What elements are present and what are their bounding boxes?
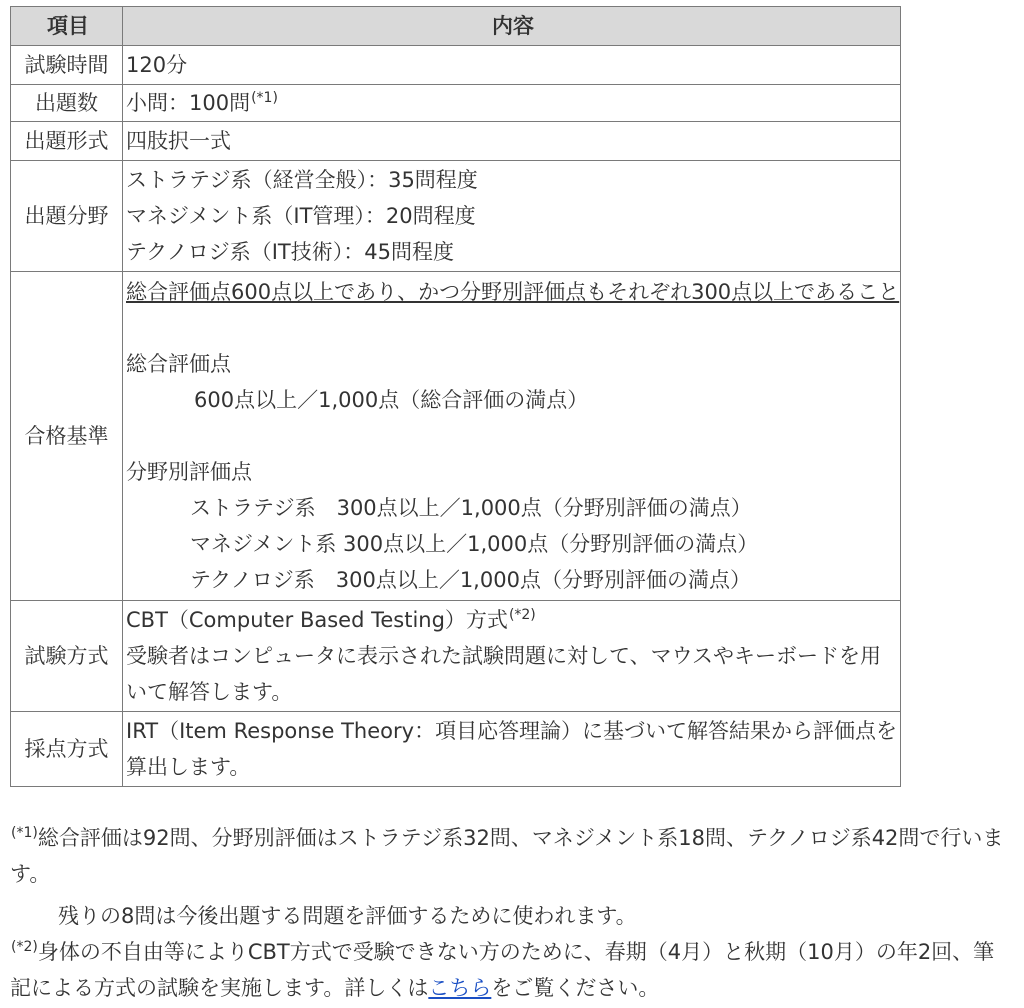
footnote-1 xyxy=(10,820,1015,892)
exam-info-table xyxy=(10,6,901,787)
row-label-exam-time: 試験時間 xyxy=(11,46,123,85)
header-content: 内容 xyxy=(123,7,901,46)
footnote-2-mark: (*2) xyxy=(11,939,38,955)
table-header-row xyxy=(11,7,901,46)
footnote-1-text: 総合評価は92問、分野別評価はストラテジ系32問、マネジメント系18問、テクノロジ系42問で行います。 xyxy=(10,826,1004,886)
exam-method-line1 xyxy=(126,602,900,638)
spacer xyxy=(126,418,900,454)
row-value-num-questions xyxy=(123,85,901,122)
field-line: マネジメント系（IT管理）：20問程度 xyxy=(126,204,476,228)
table-row xyxy=(11,272,901,601)
table-row xyxy=(11,601,901,712)
field-score-heading: 分野別評価点 xyxy=(126,460,252,484)
total-score-value: 600点以上／1,000点（総合評価の満点） xyxy=(194,388,589,412)
table-row xyxy=(11,122,901,161)
footnote-2-tail: をご覧ください。 xyxy=(491,976,660,1000)
num-questions-text: 小問：100問 xyxy=(126,91,251,115)
exam-method-cbt: CBT（Computer Based Testing）方式 xyxy=(126,608,508,632)
row-value-fields xyxy=(123,161,901,272)
footnote-1-extra: 残りの8問は今後出題する問題を評価するために使われます。 xyxy=(58,904,637,928)
pass-criteria-summary: 総合評価点600点以上であり、かつ分野別評価点もそれぞれ300点以上であること xyxy=(126,280,900,304)
table-row xyxy=(11,161,901,272)
footnotes xyxy=(10,820,1015,1006)
row-value-format: 四肢択一式 xyxy=(123,122,901,161)
header-item: 項目 xyxy=(11,7,123,46)
field-score-line: テクノロジ系 300点以上／1,000点（分野別評価の満点） xyxy=(190,568,751,592)
field-line: ストラテジ系（経営全般）：35問程度 xyxy=(126,168,478,192)
row-label-exam-method: 試験方式 xyxy=(11,601,123,712)
row-value-exam-time: 120分 xyxy=(123,46,901,85)
footnote-2-text: 身体の不自由等によりCBT方式で受験できない方のために、春期（4月）と秋期（10月）の年2回、筆記による方式の試験を実施します。詳しくは xyxy=(10,940,995,1000)
exam-method-line2: 受験者はコンピュータに表示された試験問題に対して、マウスやキーボードを用いて解答します。 xyxy=(126,644,881,704)
row-label-scoring: 採点方式 xyxy=(11,712,123,787)
table-row xyxy=(11,46,901,85)
row-label-pass-criteria: 合格基準 xyxy=(11,272,123,601)
table-row xyxy=(11,712,901,787)
footnote-ref-1: (*1) xyxy=(251,90,278,106)
spacer xyxy=(126,310,900,346)
field-score-line: マネジメント系 300点以上／1,000点（分野別評価の満点） xyxy=(190,532,759,556)
field-line: テクノロジ系（IT技術）：45問程度 xyxy=(126,240,454,264)
row-value-exam-method xyxy=(123,601,901,712)
total-score-heading: 総合評価点 xyxy=(126,352,231,376)
footnote-2 xyxy=(10,934,1015,1006)
footnote-ref-2: (*2) xyxy=(508,607,536,623)
row-label-format: 出題形式 xyxy=(11,122,123,161)
details-link[interactable]: こちら xyxy=(428,976,492,1000)
row-value-pass-criteria xyxy=(123,272,901,601)
footnote-1-mark: (*1) xyxy=(11,825,38,841)
table-row xyxy=(11,85,901,122)
row-value-scoring: IRT（Item Response Theory：項目応答理論）に基づいて解答結果から評価点を算出します。 xyxy=(123,712,901,787)
row-label-num-questions: 出題数 xyxy=(11,85,123,122)
field-score-line: ストラテジ系 300点以上／1,000点（分野別評価の満点） xyxy=(190,496,752,520)
row-label-fields: 出題分野 xyxy=(11,161,123,272)
